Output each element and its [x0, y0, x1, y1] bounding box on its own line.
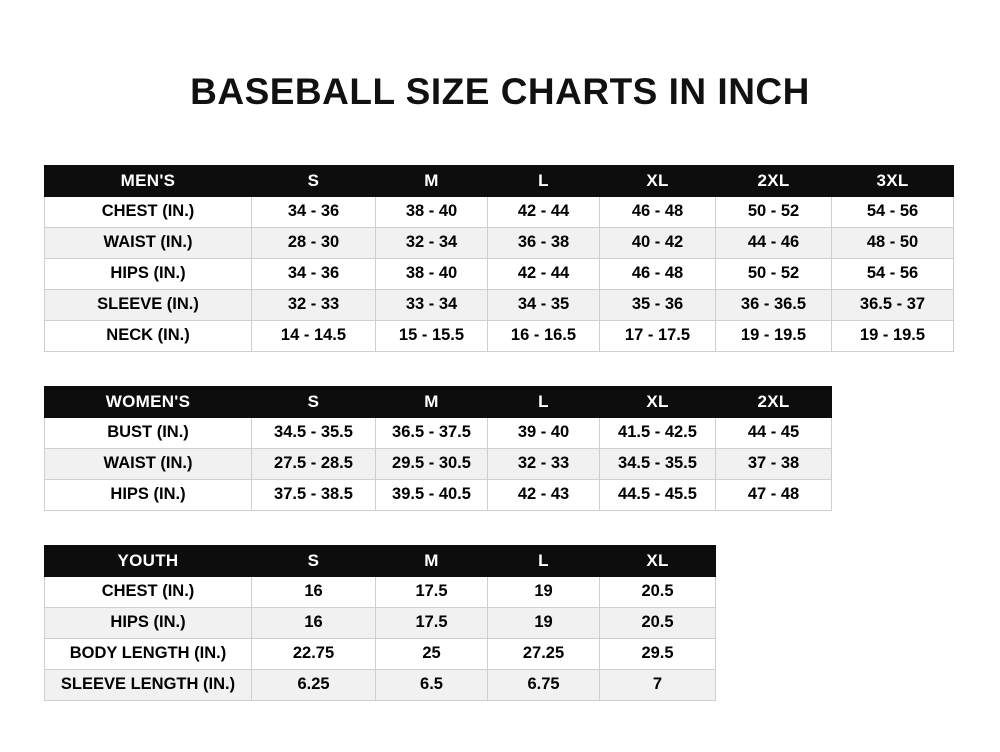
table-cell: 50 - 52 [716, 258, 832, 289]
table-header-row [45, 165, 954, 196]
row-label: CHEST (IN.) [45, 196, 252, 227]
column-header: MEN'S [45, 165, 252, 196]
table-cell: 38 - 40 [376, 196, 488, 227]
table-row [45, 479, 832, 510]
row-label: HIPS (IN.) [45, 479, 252, 510]
table-cell: 29.5 - 30.5 [376, 448, 488, 479]
row-label: NECK (IN.) [45, 320, 252, 351]
tables-container [0, 165, 1000, 701]
column-header: L [488, 545, 600, 576]
table-row [45, 196, 954, 227]
table-cell: 37.5 - 38.5 [252, 479, 376, 510]
column-header: L [488, 386, 600, 417]
table-cell: 36.5 - 37 [832, 289, 954, 320]
table-cell: 15 - 15.5 [376, 320, 488, 351]
table-cell: 44.5 - 45.5 [600, 479, 716, 510]
youth-size-table [44, 545, 716, 701]
row-label: BODY LENGTH (IN.) [45, 638, 252, 669]
row-label: HIPS (IN.) [45, 607, 252, 638]
table-cell: 27.5 - 28.5 [252, 448, 376, 479]
table-cell: 6.75 [488, 669, 600, 700]
column-header: M [376, 386, 488, 417]
table-cell: 39.5 - 40.5 [376, 479, 488, 510]
table-cell: 22.75 [252, 638, 376, 669]
table-cell: 44 - 45 [716, 417, 832, 448]
table-row [45, 576, 716, 607]
table-cell: 19 - 19.5 [832, 320, 954, 351]
column-header: XL [600, 165, 716, 196]
table-cell: 42 - 43 [488, 479, 600, 510]
table-cell: 32 - 34 [376, 227, 488, 258]
table-cell: 48 - 50 [832, 227, 954, 258]
table-cell: 54 - 56 [832, 258, 954, 289]
column-header: 3XL [832, 165, 954, 196]
table-cell: 34 - 35 [488, 289, 600, 320]
table-cell: 20.5 [600, 607, 716, 638]
table-header-row [45, 386, 832, 417]
table-cell: 19 [488, 607, 600, 638]
womens-size-table [44, 386, 832, 511]
table-row [45, 607, 716, 638]
table-cell: 36.5 - 37.5 [376, 417, 488, 448]
table-cell: 19 [488, 576, 600, 607]
table-cell: 54 - 56 [832, 196, 954, 227]
row-label: SLEEVE LENGTH (IN.) [45, 669, 252, 700]
mens-size-table [44, 165, 954, 352]
table-cell: 42 - 44 [488, 196, 600, 227]
table-cell: 32 - 33 [488, 448, 600, 479]
column-header: XL [600, 545, 716, 576]
table-cell: 34 - 36 [252, 196, 376, 227]
column-header: WOMEN'S [45, 386, 252, 417]
table-cell: 6.25 [252, 669, 376, 700]
table-row [45, 289, 954, 320]
table-cell: 17.5 [376, 576, 488, 607]
column-header: M [376, 545, 488, 576]
table-cell: 41.5 - 42.5 [600, 417, 716, 448]
table-cell: 46 - 48 [600, 196, 716, 227]
table-cell: 25 [376, 638, 488, 669]
table-row [45, 669, 716, 700]
row-label: SLEEVE (IN.) [45, 289, 252, 320]
table-cell: 32 - 33 [252, 289, 376, 320]
table-cell: 27.25 [488, 638, 600, 669]
column-header: S [252, 386, 376, 417]
table-cell: 16 - 16.5 [488, 320, 600, 351]
column-header: L [488, 165, 600, 196]
table-cell: 47 - 48 [716, 479, 832, 510]
column-header: S [252, 165, 376, 196]
table-cell: 7 [600, 669, 716, 700]
table-cell: 16 [252, 576, 376, 607]
table-cell: 37 - 38 [716, 448, 832, 479]
table-cell: 29.5 [600, 638, 716, 669]
table-cell: 6.5 [376, 669, 488, 700]
table-cell: 39 - 40 [488, 417, 600, 448]
row-label: WAIST (IN.) [45, 227, 252, 258]
table-cell: 16 [252, 607, 376, 638]
table-cell: 34.5 - 35.5 [600, 448, 716, 479]
page-title: BASEBALL SIZE CHARTS IN INCH [190, 71, 810, 112]
table-row [45, 320, 954, 351]
column-header: M [376, 165, 488, 196]
table-cell: 36 - 38 [488, 227, 600, 258]
table-cell: 34.5 - 35.5 [252, 417, 376, 448]
row-label: HIPS (IN.) [45, 258, 252, 289]
column-header: 2XL [716, 386, 832, 417]
table-row [45, 258, 954, 289]
table-cell: 20.5 [600, 576, 716, 607]
table-cell: 44 - 46 [716, 227, 832, 258]
table-cell: 17 - 17.5 [600, 320, 716, 351]
row-label: WAIST (IN.) [45, 448, 252, 479]
table-row [45, 417, 832, 448]
table-header-row [45, 545, 716, 576]
column-header: XL [600, 386, 716, 417]
table-cell: 35 - 36 [600, 289, 716, 320]
table-row [45, 227, 954, 258]
table-cell: 38 - 40 [376, 258, 488, 289]
table-row [45, 638, 716, 669]
column-header: S [252, 545, 376, 576]
table-cell: 42 - 44 [488, 258, 600, 289]
column-header: 2XL [716, 165, 832, 196]
table-cell: 36 - 36.5 [716, 289, 832, 320]
table-cell: 46 - 48 [600, 258, 716, 289]
table-cell: 17.5 [376, 607, 488, 638]
table-cell: 40 - 42 [600, 227, 716, 258]
column-header: YOUTH [45, 545, 252, 576]
table-row [45, 448, 832, 479]
table-cell: 14 - 14.5 [252, 320, 376, 351]
row-label: CHEST (IN.) [45, 576, 252, 607]
row-label: BUST (IN.) [45, 417, 252, 448]
table-cell: 28 - 30 [252, 227, 376, 258]
table-cell: 34 - 36 [252, 258, 376, 289]
table-cell: 50 - 52 [716, 196, 832, 227]
table-cell: 19 - 19.5 [716, 320, 832, 351]
table-cell: 33 - 34 [376, 289, 488, 320]
